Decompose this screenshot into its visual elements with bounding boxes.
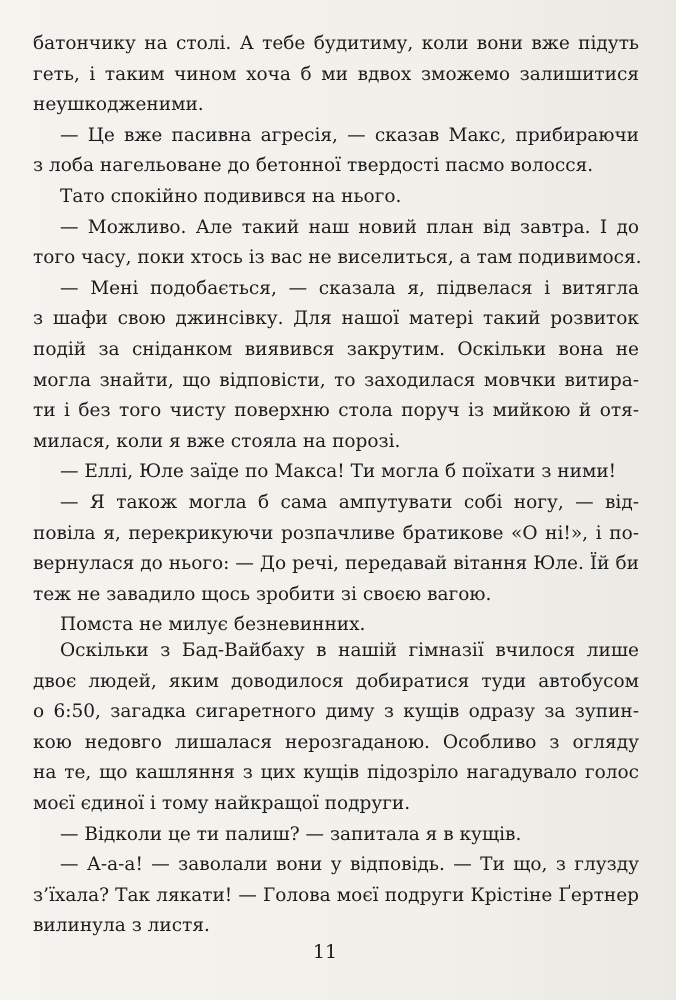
text-line: з’їхала? Так лякати! — Голова моєї подруги Крістіне Ґертнер: [33, 884, 639, 906]
text-line: могла знайти, що відповісти, то заходилася мовчки витира-: [33, 369, 639, 391]
text-line: — А-а-а! — заволали вони у відповідь. — Ти що, з глузду: [60, 854, 639, 876]
text-line: теж не завадило щось зробити зі своєю вагою.: [33, 583, 492, 605]
text-line: того часу, поки хтось із вас не виселиться, а там подивимося.: [33, 247, 642, 269]
text-line: — Відколи це ти палиш? — запитала я в кущів.: [60, 823, 522, 845]
text-line: неушкодженими.: [33, 94, 204, 116]
text-line: Помста не милує безневинних.: [60, 614, 366, 636]
text-line: вернулася до нього: — До речі, передавай вітання Юле. Їй би: [33, 553, 639, 575]
text-line: о 6:50, загадка сигаретного диму з кущів одразу за зупин-: [33, 701, 639, 723]
text-line: — Я також могла б сама ампутувати собі ногу, — від-: [60, 491, 639, 513]
text-line: моєї єдиної і тому найкращої подруги.: [33, 792, 411, 814]
text-line: — Мені подобається, — сказала я, підвелася і витягла: [60, 277, 639, 299]
text-line: — Еллі, Юле заїде по Макса! Ти могла б поїхати з ними!: [60, 461, 617, 483]
text-line: двоє людей, яким доводилося добиратися туди автобусом: [33, 670, 639, 692]
text-line: вилинула з листя.: [33, 915, 210, 937]
text-line: з шафи свою джинсівку. Для нашої матері такий розвиток: [33, 308, 639, 330]
text-line: на те, що кашляння з цих кущів підозріло нагадувало голос: [33, 762, 639, 784]
text-line: ти і без того чисту поверхню стола поруч із мийкою й отя-: [33, 400, 639, 422]
text-line: — Це вже пасивна агресія, — сказав Макс, прибираючи: [60, 124, 639, 146]
text-section-two: [33, 636, 639, 942]
text-line: подій за сніданком виявився закрутим. Оскільки вона не: [33, 338, 639, 360]
page-number: 11: [312, 941, 338, 963]
text-line: Тато спокійно подивився на нього.: [60, 185, 402, 207]
text-line: — Можливо. Але такий наш новий план від завтра. І до: [60, 216, 639, 238]
text-line: з лоба нагельоване до бетонної твердості пасмо волосся.: [33, 155, 594, 177]
text-line: Оскільки з Бад-Вайбаху в нашій гімназії вчилося лише: [60, 640, 639, 661]
text-section-one: [33, 29, 642, 641]
text-line: повіла я, перекрикуючи розпачливе братикове «О ні!», і по-: [33, 522, 639, 544]
text-line: кою недовго лишалася нерозгаданою. Особливо з огляду: [33, 731, 639, 753]
text-line: батончику на столі. А тебе будитиму, коли вони вже підуть: [33, 33, 639, 54]
text-line: геть, і таким чином хоча б ми вдвох зможемо залишитися: [33, 63, 639, 85]
text-line: милася, коли я вже стояла на порозі.: [33, 430, 401, 452]
